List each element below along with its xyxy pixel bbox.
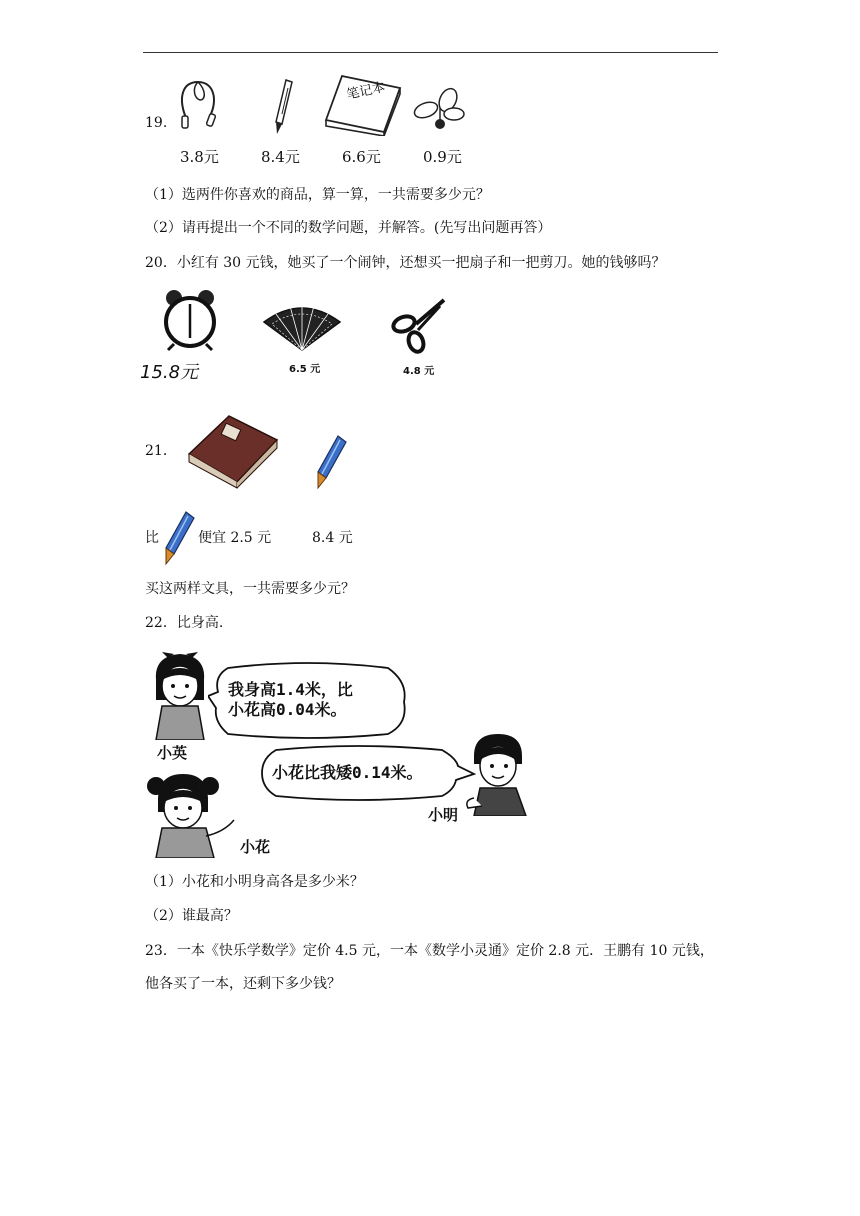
girl-xiaohua-figure <box>144 766 240 858</box>
q21-compare-prefix: 比 <box>145 530 159 546</box>
book-icon <box>185 412 281 490</box>
price-pen: 8.4元 <box>261 148 300 166</box>
price-jump-rope: 3.8元 <box>180 148 219 166</box>
q22-sub1: （1）小花和小明身高各是多少米？ <box>145 874 364 890</box>
q21-pen-price: 8.4 元 <box>312 530 353 546</box>
price-notebook: 6.6元 <box>342 148 381 166</box>
bubble1-line1: 我身高1.4米，比 <box>228 680 353 699</box>
blue-pen-inline-icon <box>160 510 196 568</box>
girl-xiaoying-figure <box>148 650 214 740</box>
q21-question: 买这两样文具，一共需要多少元？ <box>145 581 355 597</box>
blue-pen-icon <box>312 434 348 492</box>
q20-question: 20．小红有 30 元钱，她买了一个闹钟，还想买一把扇子和一把剪刀。她的钱够吗？ <box>145 255 666 271</box>
name-xiaoying: 小英 <box>157 744 188 762</box>
fan-price: 6.5 元 <box>289 364 321 375</box>
q23-line1: 23．一本《快乐学数学》定价 4.5 元，一本《数学小灵通》定价 2.8 元．王鹏有 10 元钱， <box>145 943 714 959</box>
q19-sub2: （2）请再提出一个不同的数学问题，并解答。(先写出问题再答） <box>145 220 552 236</box>
jump-rope-icon <box>172 78 228 136</box>
q22-sub2: （2）谁最高？ <box>145 908 238 924</box>
name-xiaohua: 小花 <box>240 838 271 856</box>
q22-title: 22．比身高. <box>145 615 224 631</box>
alarm-clock-icon <box>160 288 220 352</box>
price-shuttlecock: 0.9元 <box>423 148 462 166</box>
q21-number: 21． <box>145 443 177 459</box>
q19-sub1: （1）选两件你喜欢的商品，算一算，一共需要多少元？ <box>145 187 490 203</box>
shuttlecock-icon <box>410 86 468 134</box>
clock-price: 15.8元 <box>140 362 199 383</box>
bubble1-line2: 小花高0.04米。 <box>228 700 347 719</box>
q21-compare-suffix: 便宜 2.5 元 <box>198 530 272 546</box>
notebook-label: 笔记本 <box>345 80 387 103</box>
scissors-icon <box>390 296 448 354</box>
fountain-pen-icon <box>268 78 298 136</box>
q19-number: 19. <box>145 115 168 131</box>
name-xiaoming: 小明 <box>428 806 459 824</box>
header-rule <box>143 52 718 53</box>
q23-line2: 他各买了一本，还剩下多少钱？ <box>145 976 341 992</box>
scissors-price: 4.8 元 <box>403 366 435 377</box>
bubble2-text: 小花比我矮0.14米。 <box>272 763 423 782</box>
folding-fan-icon <box>262 300 342 352</box>
